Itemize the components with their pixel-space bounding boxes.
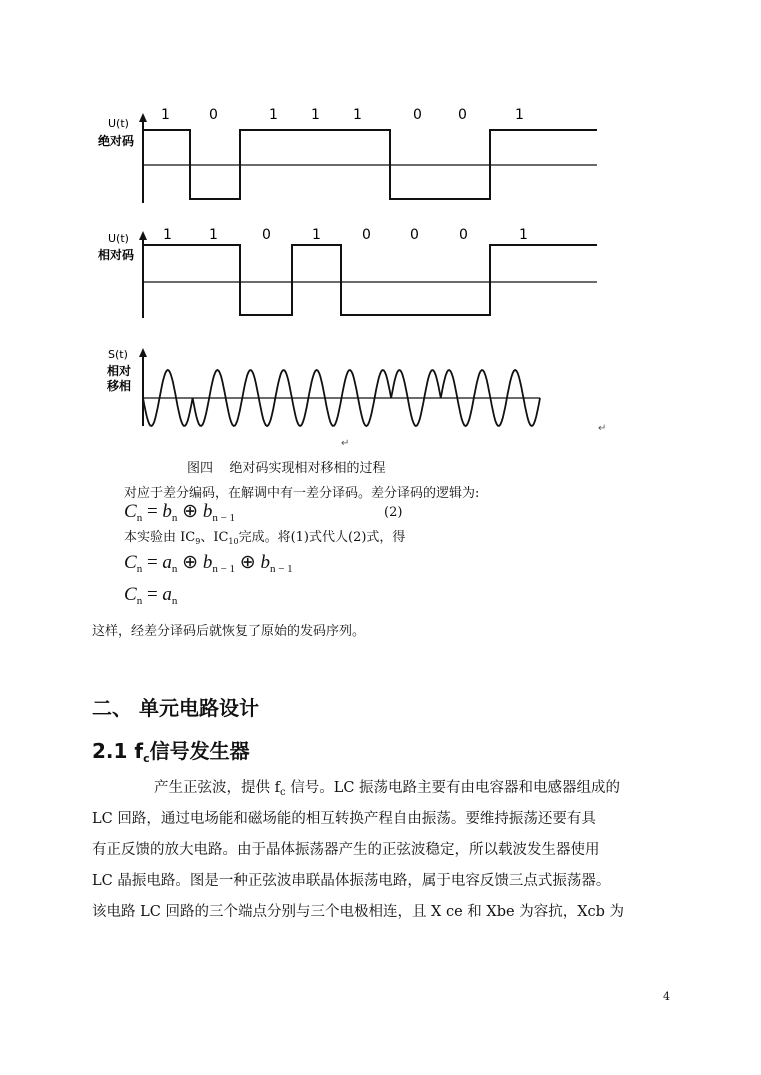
- section-heading: 二、 单元电路设计: [92, 696, 259, 720]
- equation-1-number: (2): [384, 505, 403, 520]
- panel2-waveform: [143, 245, 597, 315]
- panel3-arrow: [139, 348, 147, 357]
- bit-label: 0: [413, 107, 422, 123]
- waveform-figure: [0, 0, 761, 450]
- panel1-axis-label: U(t): [108, 117, 129, 130]
- paragraph-recovered: 这样，经差分译码后就恢复了原始的发码序列。: [92, 624, 366, 639]
- panel3-axis-label: S(t): [108, 348, 128, 361]
- panel1-name: 绝对码: [98, 134, 135, 148]
- bit-label: 1: [311, 107, 320, 123]
- panel2-axis-label: U(t): [108, 232, 129, 245]
- panel2-arrow: [139, 231, 147, 240]
- bit-label: 1: [312, 227, 321, 243]
- panel1-arrow: [139, 113, 147, 122]
- panel2-name: 相对码: [98, 248, 135, 262]
- bit-label: 1: [519, 227, 528, 243]
- bit-label: 1: [163, 227, 172, 243]
- body-line: LC 晶振电路。图是一种正弦波串联晶体振荡电路，属于电容反馈三点式振荡器。: [92, 873, 611, 889]
- equation-2: $C_n = a_n$ ⊕ $b_{n - 1}$ ⊕ $b_{n - 1}$: [124, 552, 293, 575]
- subsection-heading: 2.1 $f_c$信号发生器: [92, 739, 250, 765]
- bit-label: 0: [209, 107, 218, 123]
- equation-3: $C_n = a_n$: [124, 584, 178, 607]
- figure-caption: 图四 绝对码实现相对移相的过程: [187, 461, 386, 476]
- bit-label: 0: [410, 227, 419, 243]
- paragraph-ic: 本实验由 $IC_9$、$IC_{10}$完成。将(1)式代人(2)式，得: [124, 530, 406, 546]
- bit-label: 1: [269, 107, 278, 123]
- body-line: 有正反馈的放大电路。由于晶体振荡器产生的正弦波稳定，所以载波发生器使用: [92, 842, 600, 858]
- panel3-name-line1: 相对: [107, 364, 132, 378]
- body-line: 产生正弦波，提供 $f_c$ 信号。LC 振荡电路主要有由电容器和电感器组成的: [154, 780, 621, 798]
- bit-label: 1: [515, 107, 524, 123]
- equation-1: $C_n = b_n$ ⊕ $b_{n - 1}$: [124, 501, 236, 524]
- bit-label: 1: [353, 107, 362, 123]
- return-mark: ↵: [598, 423, 607, 434]
- bit-label: 1: [161, 107, 170, 123]
- bit-label: 0: [362, 227, 371, 243]
- page-number: 4: [663, 990, 670, 1003]
- paragraph-diff-decode: 对应于差分编码，在解调中有一差分译码。差分译码的逻辑为:: [124, 486, 480, 501]
- panel3-name-line2: 移相: [107, 379, 132, 393]
- bit-label: 0: [262, 227, 271, 243]
- bit-label: 0: [458, 107, 467, 123]
- bit-label: 1: [209, 227, 218, 243]
- return-mark: ↵: [341, 438, 350, 449]
- body-line: LC 回路，通过电场能和磁场能的相互转换产程自由振荡。要维持振荡还要有具: [92, 811, 596, 827]
- bit-label: 0: [459, 227, 468, 243]
- body-line: 该电路 LC 回路的三个端点分别与三个电极相连，且 X ce 和 Xbe 为容抗，Xcb 为: [92, 904, 625, 920]
